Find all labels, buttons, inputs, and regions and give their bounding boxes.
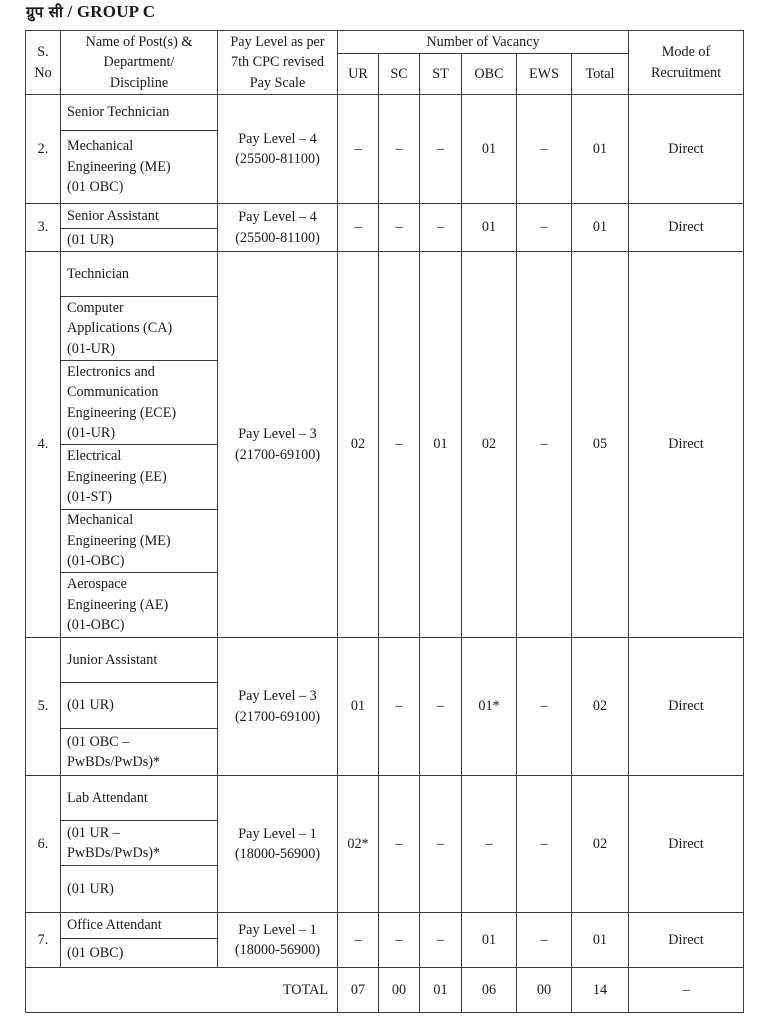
post-name-line: (01 UR) (67, 231, 114, 248)
post-name-line: Office Attendant (67, 917, 162, 934)
post-name-line: (01 UR) (67, 697, 114, 714)
post-name-cell (61, 510, 218, 573)
post-name-cell (61, 683, 218, 729)
post-name-line: Lab Attendant (67, 789, 148, 806)
sno-cell: 6. (26, 776, 61, 913)
pay-level-line: (18000-56900) (234, 846, 321, 862)
pay-level-line: (21700-69100) (234, 708, 321, 725)
vacancy-cell-sc: – (379, 776, 420, 913)
post-name-cell (61, 229, 218, 252)
total-cell-ews: 00 (517, 968, 572, 1013)
header-sno-line: No (34, 64, 52, 81)
post-name-line: Electrical (67, 448, 122, 465)
vacancy-cell-obc: 01 (462, 913, 517, 968)
post-name-cell (61, 776, 218, 821)
sno-cell: 4. (26, 252, 61, 638)
post-name-line: (01 OBC) (67, 944, 124, 961)
vacancy-cell-ews: – (517, 776, 572, 913)
post-name-line: Mechanical (67, 512, 134, 529)
sno-cell: 5. (26, 638, 61, 776)
header-name (61, 31, 218, 95)
vacancy-cell-total: 02 (572, 776, 629, 913)
post-name-cell (61, 252, 218, 297)
header-row (26, 31, 744, 54)
vacancy-cell-ur: 02 (338, 252, 379, 638)
header-name-line: Discipline (109, 74, 169, 91)
header-col-st: ST (420, 54, 462, 95)
pay-level-line: (18000-56900) (234, 942, 321, 958)
header-sno-line: S. (37, 44, 49, 60)
pay-level-line: Pay Level – 1 (238, 825, 317, 842)
vacancy-cell-ews: – (517, 638, 572, 776)
vacancy-cell-total: 01 (572, 95, 629, 204)
post-name-line: Applications (CA) (67, 320, 173, 337)
post-name-cell (61, 297, 218, 361)
vacancy-cell-total: 01 (572, 913, 629, 968)
post-name-cell (61, 729, 218, 776)
header-mode-line: Mode of (661, 44, 711, 60)
header-name-line: Name of Post(s) & (85, 33, 193, 50)
total-label: TOTAL (26, 968, 338, 1013)
total-cell-obc: 06 (462, 968, 517, 1013)
pay-level-cell (218, 638, 338, 776)
pay-level-line: Pay Level – 4 (238, 209, 317, 225)
vacancy-cell-ews: – (517, 252, 572, 638)
vacancy-cell-sc: – (379, 95, 420, 204)
title-hindi: ग्रुप सी (26, 3, 64, 21)
table-row (26, 913, 744, 939)
post-name-line: (01 OBC – (67, 733, 130, 750)
pay-level-cell (218, 913, 338, 968)
post-name-line: Communication (67, 384, 159, 400)
vacancy-cell-ur: 02* (338, 776, 379, 913)
pay-level-line: (25500-81100) (235, 229, 320, 246)
header-name-line: Department/ (103, 54, 175, 71)
title-english: GROUP C (76, 2, 156, 21)
post-name-cell (61, 821, 218, 866)
total-cell-ur: 07 (338, 968, 379, 1013)
pay-level-cell (218, 252, 338, 638)
vacancy-cell-total: 02 (572, 638, 629, 776)
vacancy-table (25, 30, 744, 1013)
header-col-ews: EWS (517, 54, 572, 95)
vacancy-cell-obc: 01 (462, 95, 517, 204)
header-col-sc: SC (379, 54, 420, 95)
post-name-line: (01-UR) (67, 425, 116, 441)
total-cell-sc: 00 (379, 968, 420, 1013)
post-name-cell (61, 95, 218, 131)
header-col-ur: UR (338, 54, 379, 95)
title-separator: / (67, 2, 73, 21)
vacancy-cell-ews: – (517, 95, 572, 204)
vacancy-cell-ews: – (517, 204, 572, 252)
post-name-cell (61, 939, 218, 968)
pay-level-line: Pay Level – 1 (238, 921, 317, 938)
post-name-cell (61, 445, 218, 510)
post-name-line: PwBDs/PwDs)* (67, 754, 161, 770)
vacancy-cell-ur: – (338, 95, 379, 204)
mode-cell: Direct (629, 776, 744, 913)
pay-level-line: (25500-81100) (235, 151, 320, 167)
post-name-cell (61, 573, 218, 638)
post-name-cell (61, 204, 218, 229)
header-pay-line: Pay Level as per (230, 33, 325, 50)
post-name-line: Engineering (AE) (67, 596, 169, 613)
post-name-line: Computer (67, 299, 124, 316)
header-col-obc: OBC (462, 54, 517, 95)
post-name-line: (01 UR) (67, 880, 114, 897)
pay-level-line: Pay Level – 4 (238, 130, 317, 147)
vacancy-cell-total: 01 (572, 204, 629, 252)
post-name-line: (01 UR – (67, 824, 120, 841)
mode-cell: Direct (629, 204, 744, 252)
vacancy-cell-st: – (420, 638, 462, 776)
post-name-line: Technician (67, 265, 130, 282)
header-col-total: Total (572, 54, 629, 95)
vacancy-cell-st: – (420, 95, 462, 204)
post-name-line: Electronics and (67, 363, 155, 380)
header-vacancy-group: Number of Vacancy (338, 31, 629, 54)
post-name-line: Engineering (ECE) (67, 404, 177, 421)
total-cell-st: 01 (420, 968, 462, 1013)
vacancy-cell-sc: – (379, 252, 420, 638)
vacancy-cell-obc: – (462, 776, 517, 913)
header-pay-line: Pay Scale (249, 74, 306, 91)
pay-level-line: (21700-69100) (234, 446, 321, 463)
mode-cell: Direct (629, 638, 744, 776)
header-pay-line: 7th CPC revised (230, 54, 324, 71)
vacancy-cell-st: 01 (420, 252, 462, 638)
post-name-cell (61, 866, 218, 913)
vacancy-cell-obc: 01 (462, 204, 517, 252)
table-row (26, 95, 744, 131)
sno-cell: 2. (26, 95, 61, 204)
pay-level-cell (218, 95, 338, 204)
page-title (26, 2, 155, 22)
post-name-line: PwBDs/PwDs)* (67, 845, 161, 861)
table-row (26, 204, 744, 229)
sno-cell: 3. (26, 204, 61, 252)
post-name-cell (61, 638, 218, 683)
header-mode-line: Recruitment (650, 64, 722, 81)
total-cell-total: 14 (572, 968, 629, 1013)
pay-level-cell (218, 776, 338, 913)
post-name-line: Senior Assistant (67, 207, 159, 224)
sno-cell: 7. (26, 913, 61, 968)
vacancy-cell-sc: – (379, 204, 420, 252)
post-name-cell (61, 131, 218, 204)
vacancy-cell-st: – (420, 204, 462, 252)
post-name-line: (01-ST) (67, 489, 112, 506)
vacancy-cell-sc: – (379, 638, 420, 776)
pay-level-cell (218, 204, 338, 252)
header-mode (629, 31, 744, 95)
post-name-cell (61, 913, 218, 939)
pay-level-line: Pay Level – 3 (238, 688, 317, 704)
post-name-line: (01-UR) (67, 340, 116, 357)
vacancy-cell-st: – (420, 776, 462, 913)
vacancy-cell-ews: – (517, 913, 572, 968)
total-mode-cell: – (629, 968, 744, 1013)
header-pay (218, 31, 338, 95)
post-name-line: (01-OBC) (67, 617, 125, 634)
post-name-cell (61, 361, 218, 445)
post-name-line: Senior Technician (67, 104, 170, 121)
header-sno (26, 31, 61, 95)
vacancy-cell-total: 05 (572, 252, 629, 638)
vacancy-cell-sc: – (379, 913, 420, 968)
table-row (26, 638, 744, 683)
post-name-line: Engineering (EE) (67, 468, 167, 485)
vacancy-cell-st: – (420, 913, 462, 968)
post-name-line: Junior Assistant (67, 651, 158, 668)
table-row (26, 252, 744, 297)
mode-cell: Direct (629, 913, 744, 968)
table-row (26, 776, 744, 821)
mode-cell: Direct (629, 252, 744, 638)
post-name-line: (01-OBC) (67, 553, 125, 570)
mode-cell: Direct (629, 95, 744, 204)
post-name-line: Mechanical (67, 138, 134, 155)
post-name-line: Engineering (ME) (67, 158, 171, 175)
pay-level-line: Pay Level – 3 (238, 426, 317, 442)
vacancy-cell-ur: – (338, 913, 379, 968)
vacancy-cell-obc: 02 (462, 252, 517, 638)
post-name-line: (01 OBC) (67, 179, 124, 196)
total-row (26, 968, 744, 1013)
post-name-line: Engineering (ME) (67, 532, 171, 549)
vacancy-cell-ur: – (338, 204, 379, 252)
vacancy-cell-ur: 01 (338, 638, 379, 776)
vacancy-cell-obc: 01* (462, 638, 517, 776)
post-name-line: Aerospace (67, 576, 127, 593)
